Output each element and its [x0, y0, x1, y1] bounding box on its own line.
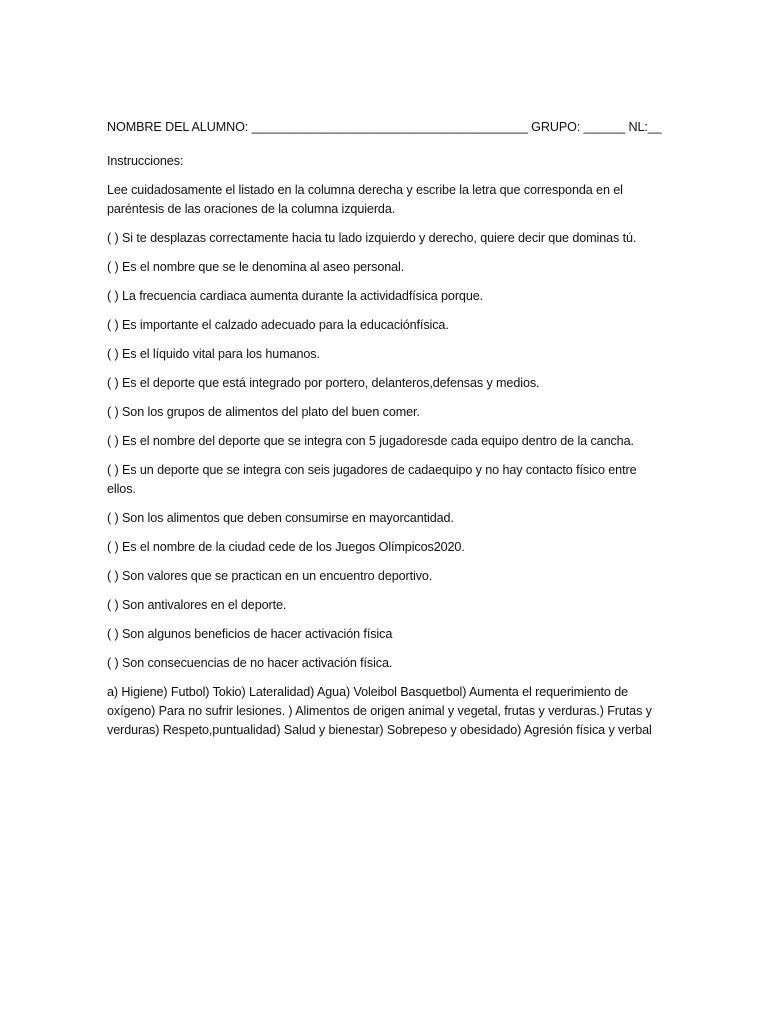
header-line [107, 118, 667, 137]
question-item: ( ) Son antivalores en el deporte. [107, 598, 287, 612]
question-item: ( ) Es un deporte que se integra con seis jugadores de cadaequipo y no hay contacto físico entre ellos. [107, 463, 637, 496]
question-item: ( ) Es importante el calzado adecuado para la educaciónfísica. [107, 318, 449, 332]
question-item: ( ) Son algunos beneficios de hacer activación física [107, 627, 393, 641]
question-item: ( ) Son los grupos de alimentos del plato del buen comer. [107, 405, 420, 419]
question-item: ( ) Es el nombre que se le denomina al aseo personal. [107, 260, 405, 274]
question-item: ( ) Es el líquido vital para los humanos. [107, 347, 320, 361]
question-item: ( ) Son los alimentos que deben consumirse en mayorcantidad. [107, 511, 454, 525]
nl-field: NL:__ [628, 120, 662, 134]
group-field: GRUPO: ______ [531, 120, 626, 134]
question-item: ( ) La frecuencia cardiaca aumenta durante la actividadfísica porque. [107, 289, 484, 303]
question-item: ( ) Son consecuencias de no hacer activación física. [107, 656, 393, 670]
question-item: ( ) Es el nombre del deporte que se integra con 5 jugadoresde cada equipo dentro de la cancha. [107, 434, 634, 448]
instructions-text: Lee cuidadosamente el listado en la columna derecha y escribe la letra que corresponda en el paréntesis de las oraciones de la columna izquierda. [107, 183, 623, 216]
question-item: ( ) Es el deporte que está integrado por portero, delanteros,defensas y medios. [107, 376, 540, 390]
question-item: ( ) Si te desplazas correctamente hacia tu lado izquierdo y derecho, quiere decir que dominas tú. [107, 231, 637, 245]
answer-options: a) Higiene) Futbol) Tokio) Lateralidad) Agua) Voleibol Basquetbol) Aumenta el requerimiento de oxígeno) Para no sufrir lesiones. ) Alimentos de origen animal y vegetal, frutas y verduras.) Frutas y verduras) Respeto,puntualidad) Salud y bienestar) Sobrepeso y obesidado) Agresión física y verbal [107, 685, 652, 737]
student-name-field: NOMBRE DEL ALUMNO: ________________________________________ [107, 120, 528, 134]
question-item: ( ) Son valores que se practican en un encuentro deportivo. [107, 569, 433, 583]
question-list [107, 229, 667, 673]
worksheet-content [107, 118, 667, 740]
question-item: ( ) Es el nombre de la ciudad cede de los Juegos Olímpicos2020. [107, 540, 465, 554]
instructions-title: Instrucciones: [107, 154, 184, 168]
